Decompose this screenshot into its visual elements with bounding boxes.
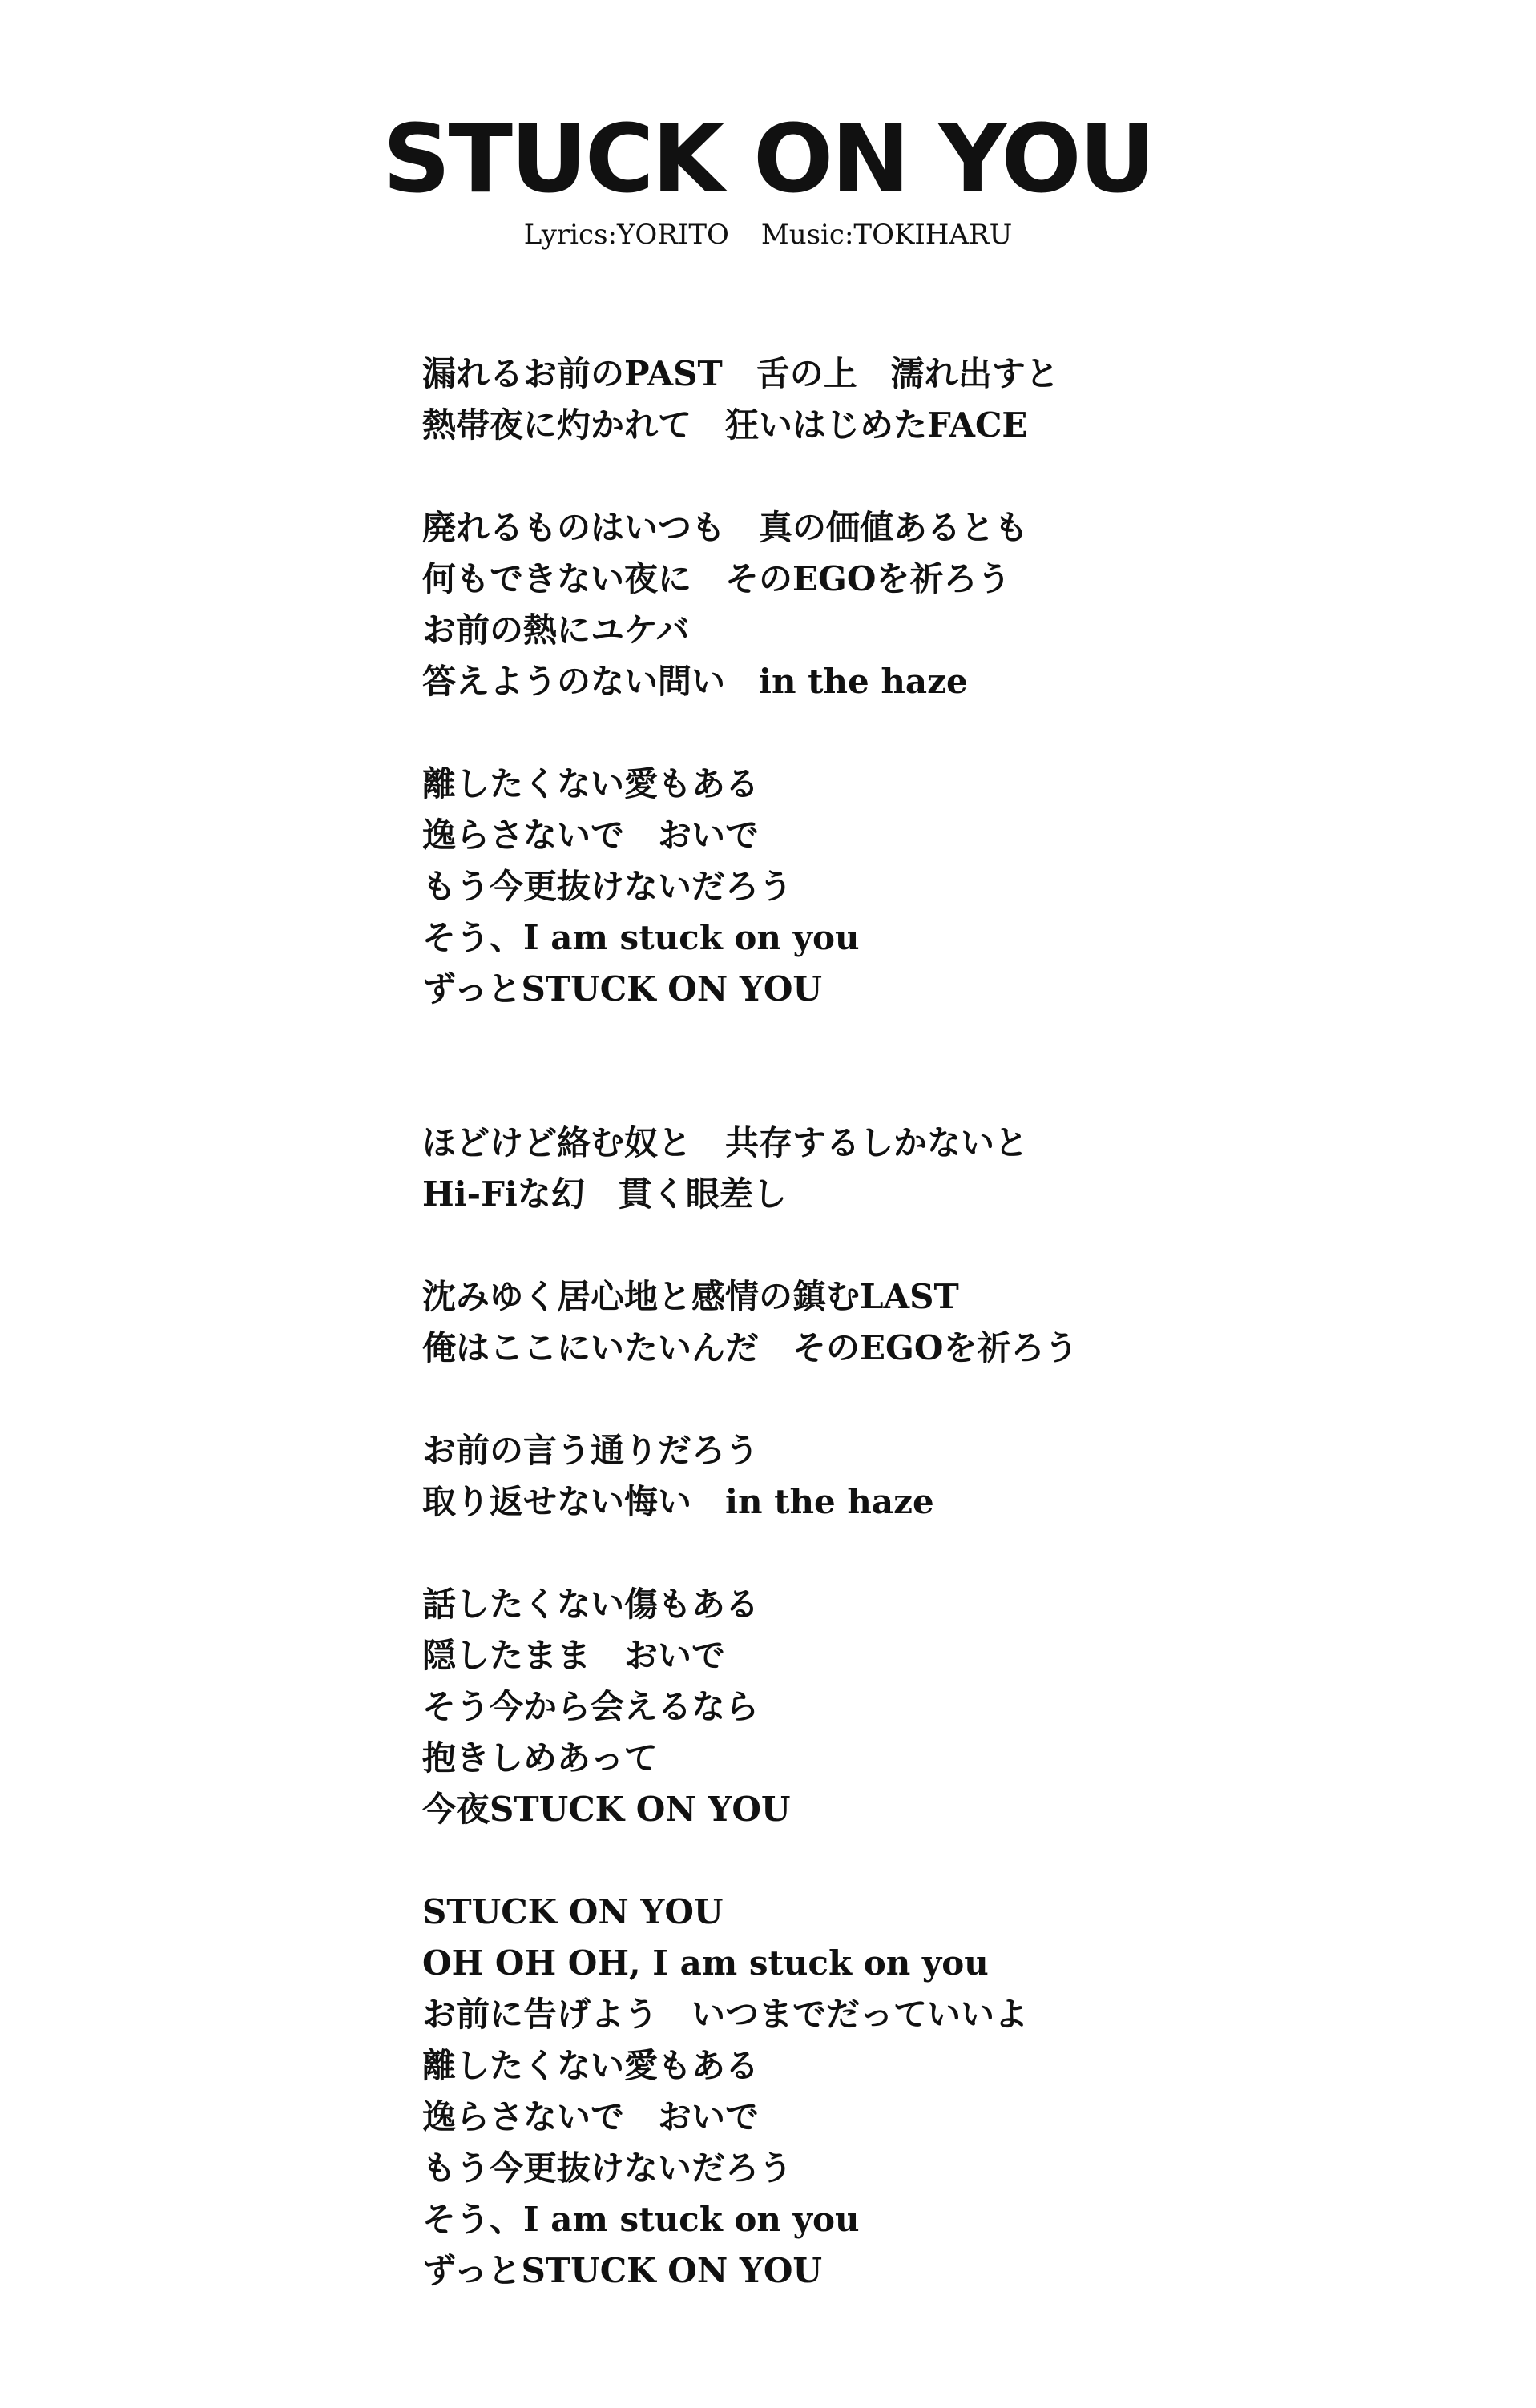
stanza-6 [422, 1425, 1512, 1528]
lyric-line: 俺はここにいたいんだ そのEGOを祈ろう [422, 1328, 1078, 1367]
song-title: STUCK ON YOU [382, 103, 1154, 214]
lyric-line: 隠したまま おいで [422, 1636, 726, 1675]
stanza-2 [422, 502, 1512, 707]
lyric-line: 離したくない愛もある [422, 764, 760, 803]
lyric-line: ずっとSTUCK ON YOU [422, 969, 823, 1009]
lyric-line: そう、I am stuck on you [422, 918, 860, 957]
lyric-line: お前の言う通りだろう [422, 1431, 760, 1470]
lyrics-body [422, 348, 1512, 2297]
stanza-4 [422, 1117, 1512, 1220]
stanza-1 [422, 348, 1512, 451]
lyric-line: STUCK ON YOU [422, 1892, 724, 1931]
lyric-line: 抱きしめあって [422, 1738, 658, 1778]
lyric-line: もう今更抜けないだろう [422, 2148, 793, 2188]
lyric-line: お前に告げよう いつまでだっていいよ [422, 1995, 1029, 2034]
lyric-line: 取り返せない悔い in the haze [422, 1482, 934, 1521]
lyrics-credit: Lyrics:YORITO [523, 219, 729, 251]
lyric-line: 何もできない夜に そのEGOを祈ろう [422, 559, 1011, 598]
lyric-line: OH OH OH, I am stuck on you [422, 1943, 989, 1983]
lyric-line: Hi-Fiな幻 貫く眼差し [422, 1174, 787, 1214]
credits [0, 215, 1536, 255]
stanza-7 [422, 1579, 1512, 1835]
lyric-line: 今夜STUCK ON YOU [422, 1790, 791, 1829]
lyric-line: 答えようのない問い in the haze [422, 662, 968, 701]
music-credit: Music:TOKIHARU [760, 219, 1013, 251]
lyric-line: 漏れるお前のPAST 舌の上 濡れ出すと [422, 354, 1059, 393]
stanza-5 [422, 1271, 1512, 1374]
lyric-line: 沈みゆく居心地と感情の鎮むLAST [422, 1277, 959, 1316]
lyric-line: そう、I am stuck on you [422, 2200, 860, 2239]
lyric-line: 逸らさないで おいで [422, 2097, 760, 2136]
lyric-line: 熱帯夜に灼かれて 狂いはじめたFACE [422, 405, 1028, 445]
lyric-line: 離したくない愛もある [422, 2046, 760, 2085]
lyric-line: ずっとSTUCK ON YOU [422, 2251, 823, 2290]
lyric-line: 廃れるものはいつも 真の価値あるとも [422, 508, 1029, 547]
lyric-line: もう今更抜けないだろう [422, 867, 793, 906]
lyric-line: ほどけど絡む奴と 共存するしかないと [422, 1123, 1029, 1162]
lyric-line: 逸らさないで おいで [422, 815, 760, 855]
stanza-8 [422, 1887, 1512, 2297]
lyric-line: そう今から会えるなら [422, 1687, 760, 1726]
lyric-line: 話したくない傷もある [422, 1585, 760, 1624]
lyric-line: お前の熱にユケバ [422, 610, 690, 650]
stanza-3 [422, 759, 1512, 1015]
